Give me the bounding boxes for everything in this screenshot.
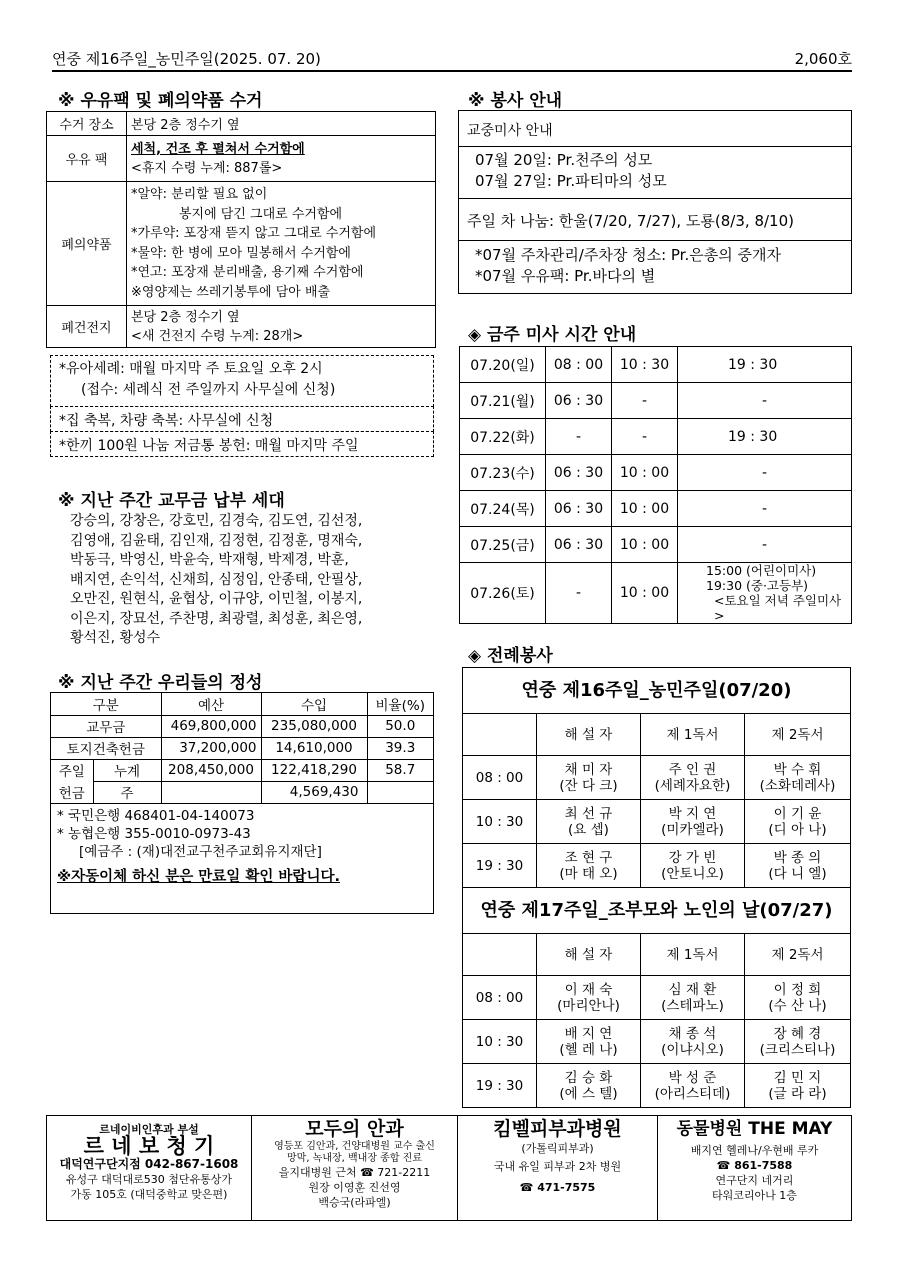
table-cell — [641, 844, 745, 888]
table-cell — [641, 1064, 745, 1108]
mass-head: 교중미사 안내 — [459, 111, 851, 147]
cell-text: - — [678, 455, 852, 491]
cell-text: 10 : 00 — [612, 455, 678, 491]
table-cell — [745, 976, 851, 1020]
table-cell — [463, 714, 537, 756]
cell-text: - — [612, 383, 678, 419]
donors-list — [70, 512, 362, 649]
offering-section-title: ※ 지난 주간 우리들의 정성 — [58, 673, 263, 693]
table-row — [51, 693, 433, 715]
row-label: 폐의약품 — [47, 182, 127, 306]
table-cell — [678, 563, 852, 624]
cell-text: 해 설 자 — [537, 934, 641, 976]
issue-number: 2,060호 — [794, 50, 852, 68]
table-row — [463, 1064, 851, 1108]
cell: 주 — [93, 781, 161, 803]
cell-text: 배 지 연 — [564, 1025, 613, 1042]
cell-text: (세례자요한) — [654, 777, 731, 794]
cell-text: 장 혜 경 — [773, 1025, 822, 1042]
cell-text: 최 선 규 — [564, 805, 613, 822]
table-cell — [745, 1064, 851, 1108]
car-sharing: 주일 차 나눔: 한울(7/20, 7/27), 도룡(8/3, 8/10) — [459, 199, 851, 241]
ads-footer — [46, 1115, 852, 1221]
ad-line: 유성구 대덕대로530 첨단유통상가 — [65, 1173, 233, 1186]
table-cell — [537, 844, 641, 888]
mass-line: 07월 20일: Pr.천주의 성모 — [475, 151, 653, 169]
ad-skin-clinic — [457, 1116, 657, 1220]
row-line: ※영양제는 쓰레기봉투에 담아 배출 — [131, 284, 331, 300]
ad-animal-hospital — [657, 1116, 851, 1220]
ad-line: 원장 이영훈 진선영 — [308, 1181, 401, 1194]
table-cell — [641, 800, 745, 844]
cell-text: - — [546, 563, 612, 624]
ad-line: 을지대병원 근처 ☎ 721-2211 — [278, 1166, 431, 1179]
table-row — [463, 976, 851, 1020]
cell: 14,610,000 — [261, 737, 367, 759]
table-cell — [537, 800, 641, 844]
table-row — [47, 306, 436, 348]
table-row — [463, 934, 851, 976]
cell-text: 07.21(월) — [460, 383, 546, 419]
cell-text: 이 기 윤 — [773, 805, 822, 822]
auto-transfer-note: ※자동이체 하신 분은 만료일 확인 바랍니다. — [57, 868, 340, 885]
cell-text: - — [678, 491, 852, 527]
cell-text: (안토니오) — [661, 865, 724, 882]
saturday-mass: 15:00 (어린이미사) — [706, 563, 817, 578]
table-row — [460, 383, 852, 419]
table-row — [47, 182, 436, 306]
cell-text: (미카엘라) — [661, 821, 724, 838]
table-cell — [641, 976, 745, 1020]
cell-text: 김 승 화 — [564, 1069, 613, 1086]
cell-text: 07.25(금) — [460, 527, 546, 563]
col-header: 구분 — [51, 693, 161, 715]
row-value: 본당 2층 정수기 옆 — [127, 112, 436, 136]
table-row — [463, 668, 851, 714]
table-cell — [745, 756, 851, 800]
ad-line: (가톨릭피부과) — [521, 1142, 594, 1155]
schedule-table — [459, 346, 852, 624]
table-row — [47, 112, 436, 136]
cell: 교무금 — [51, 715, 161, 737]
cell-text: 08 : 00 — [463, 976, 537, 1020]
col-header: 예산 — [161, 693, 261, 715]
cell-text: (이냐시오) — [661, 1041, 724, 1058]
ad-line: 가동 105호 (대덕중학교 맞은편) — [70, 1188, 228, 1201]
row-label: 폐건전지 — [47, 306, 127, 348]
ad-line: 백승국(라파엘) — [318, 1196, 391, 1209]
cell-text: 07.20(일) — [460, 347, 546, 383]
table-row — [463, 800, 851, 844]
service-line: *07월 주차관리/주차장 청소: Pr.은총의 중개자 — [475, 246, 781, 264]
cell-text: 07.23(수) — [460, 455, 546, 491]
cell-text: 07.22(화) — [460, 419, 546, 455]
cell-text: 10 : 30 — [463, 1020, 537, 1064]
ad-name: 킴벨피부과병원 — [493, 1118, 622, 1140]
donor-line: 박동극, 박영신, 박윤숙, 박재형, 박제경, 박훈, — [70, 552, 349, 568]
ad-line: 타워코리아나 1층 — [712, 1189, 797, 1202]
cell-text: 이 정 희 — [773, 981, 822, 998]
offering-box — [50, 692, 434, 914]
cell: 헌금 — [51, 781, 93, 803]
cell-text: 06 : 30 — [546, 491, 612, 527]
cell-text: 박 수 휘 — [773, 761, 822, 778]
cell-text: 조 현 구 — [564, 849, 613, 866]
cell: 235,080,000 — [261, 715, 367, 737]
table-row — [460, 419, 852, 455]
cell-text: 19 : 30 — [678, 347, 852, 383]
account-holder: [예금주 : (재)대전교구천주교회유지재단] — [79, 843, 322, 860]
cell: 4,569,430 — [261, 781, 367, 803]
ad-eye-clinic — [251, 1116, 457, 1220]
row-line: *연고: 포장재 분리배출, 용기째 수거함에 — [131, 265, 364, 280]
cell-text: (잔 다 크) — [559, 777, 618, 794]
row-label: 수거 장소 — [47, 112, 127, 136]
table-cell — [161, 781, 261, 803]
cell-text: 강 가 빈 — [668, 849, 717, 866]
service-box — [458, 110, 852, 294]
cell-text: 19 : 30 — [463, 1064, 537, 1108]
cell: 469,800,000 — [161, 715, 261, 737]
table-row — [51, 715, 433, 737]
ad-name: 르 네 보 청 기 — [83, 1134, 215, 1158]
table-cell — [127, 136, 436, 182]
cell-text: 박 성 준 — [668, 1069, 717, 1086]
table-cell — [641, 1020, 745, 1064]
cell-text: - — [678, 527, 852, 563]
cell-text: 07.26(토) — [460, 563, 546, 624]
donor-line: 황석진, 황성수 — [70, 630, 161, 646]
cell: 토지건축헌금 — [51, 737, 161, 759]
row-line: 세척, 건조 후 펼쳐서 수거함에 — [131, 141, 305, 157]
cell: 주일 — [51, 759, 93, 781]
cell-text: (스테파노) — [661, 997, 724, 1014]
table-row — [460, 563, 852, 624]
ad-line: 대덕연구단지점 042-867-1608 — [59, 1157, 239, 1171]
saturday-note: <토요일 저녁 주일미사> — [714, 593, 842, 623]
cell-text: 해 설 자 — [537, 714, 641, 756]
cell: 208,450,000 — [161, 759, 261, 781]
table-cell — [367, 781, 433, 803]
cell-text: (에 스 텔) — [559, 1085, 618, 1102]
cell-text: 10 : 30 — [612, 347, 678, 383]
blessing-notice: *집 축복, 차량 축복: 사무실에 신청 — [50, 406, 434, 432]
cell-text: 김 민 지 — [773, 1069, 822, 1086]
table-cell — [745, 1020, 851, 1064]
notice-line: (접수: 세례식 전 주일까지 사무실에 신청) — [81, 382, 336, 398]
table-row — [460, 347, 852, 383]
cell-text: (다 니 엘) — [768, 865, 827, 882]
table-row — [47, 136, 436, 182]
offering-table — [51, 693, 433, 804]
row-line: 봉지에 담긴 그대로 수거함에 — [179, 206, 343, 222]
row-line: *알약: 분리할 필요 없이 — [131, 187, 268, 202]
cell-text: 제 2독서 — [745, 714, 851, 756]
table-row — [51, 759, 433, 781]
saturday-mass: 19:30 (중·고등부) — [706, 578, 809, 593]
schedule-section-title: ◈ 금주 미사 시간 안내 — [468, 325, 637, 345]
col-header: 비율(%) — [367, 693, 433, 715]
table-cell — [745, 844, 851, 888]
row-line: *물약: 한 병에 모아 밀봉해서 수거함에 — [131, 245, 351, 261]
cell-text: 19 : 30 — [463, 844, 537, 888]
cell-text: (요 셉) — [568, 821, 609, 838]
row-line: 본당 2층 정수기 옆 — [131, 309, 240, 325]
cell-text: 10 : 00 — [612, 563, 678, 624]
ad-line: 망막, 녹내장, 백내장 종합 진료 — [287, 1153, 422, 1164]
cell-text: 08 : 00 — [463, 756, 537, 800]
cell-text: - — [678, 383, 852, 419]
cell-text: 06 : 30 — [546, 527, 612, 563]
cell: 39.3 — [367, 737, 433, 759]
notice-line: *유아세례: 매월 마지막 주 토요일 오후 2시 — [59, 361, 323, 377]
cell-text: 19 : 30 — [678, 419, 852, 455]
cell: 누계 — [93, 759, 161, 781]
cell-text: - — [546, 419, 612, 455]
ad-line: 배지연 헬레나/우현배 루카 — [690, 1144, 819, 1157]
cell-text: 채 종 석 — [668, 1025, 717, 1042]
cell-text: 심 재 환 — [668, 981, 717, 998]
ad-subtitle: 르네이비인후과 부설 — [99, 1123, 199, 1136]
cell-text: 10 : 30 — [463, 800, 537, 844]
row-line: <휴지 수령 누계: 887롤> — [131, 160, 283, 176]
table-cell — [127, 182, 436, 306]
bank-account: * 농협은행 355-0010-0973-43 — [57, 825, 251, 842]
cell-text: (아리스티데) — [654, 1085, 731, 1102]
table-cell — [537, 976, 641, 1020]
row-line: *가루약: 포장재 뜯지 않고 그대로 수거함에 — [131, 226, 377, 241]
cell-text: 박 종 의 — [773, 849, 822, 866]
table-cell — [463, 934, 537, 976]
cell-text: (헬 레 나) — [559, 1041, 618, 1058]
row-line: <새 건전지 수령 누계: 28개> — [131, 328, 304, 344]
donor-line: 강승의, 강창은, 강호민, 김경숙, 김도연, 김선정, — [70, 513, 363, 529]
cell-text: (디 아 나) — [768, 821, 827, 838]
cell-text: 10 : 00 — [612, 491, 678, 527]
table-row — [463, 888, 851, 934]
cell-text: 06 : 30 — [546, 383, 612, 419]
ad-line: ☎ 471-7575 — [519, 1181, 596, 1194]
donor-line: 오만진, 원현식, 윤협상, 이규양, 이민철, 이봉지, — [70, 591, 363, 607]
table-row — [51, 737, 433, 759]
col-header: 수입 — [261, 693, 367, 715]
cell-text: 제 2독서 — [745, 934, 851, 976]
table-row — [460, 455, 852, 491]
ad-name: 모두의 안과 — [305, 1118, 404, 1140]
ad-line: 국내 유일 피부과 2차 병원 — [493, 1160, 622, 1173]
cell-text: 06 : 30 — [546, 455, 612, 491]
cell-text: (글 라 라) — [768, 1085, 827, 1102]
cell-text: 이 재 숙 — [564, 981, 613, 998]
donor-line: 이은지, 장묘선, 주찬명, 최광렬, 최성훈, 최은영, — [70, 610, 363, 627]
table-row — [460, 527, 852, 563]
table-row — [51, 781, 433, 803]
table-cell — [537, 1064, 641, 1108]
cell-text: (마리안나) — [557, 997, 620, 1014]
ad-name: 동물병원 THE MAY — [676, 1119, 833, 1139]
milk-section-title: ※ 우유팩 및 폐의약품 수거 — [58, 91, 263, 111]
cell-text: (수 산 나) — [768, 997, 827, 1014]
table-cell — [641, 756, 745, 800]
cell-text: 제 1독서 — [641, 934, 745, 976]
cell: 58.7 — [367, 759, 433, 781]
donor-line: 배지연, 손익석, 신채희, 심정임, 안종태, 안필상, — [70, 571, 363, 588]
baptism-notice — [50, 355, 434, 407]
service-line: *07월 우유팩: Pr.바다의 별 — [475, 267, 656, 285]
table-row — [463, 756, 851, 800]
cell-text: 10 : 00 — [612, 527, 678, 563]
cell-text: 박 지 연 — [668, 805, 717, 822]
cell-text: (마 태 오) — [559, 865, 618, 882]
cell-text: 채 미 자 — [564, 761, 613, 778]
table-cell — [745, 800, 851, 844]
ad-line: 연구단지 네거리 — [715, 1174, 794, 1187]
cell-text: - — [612, 419, 678, 455]
table-row — [463, 714, 851, 756]
donor-line: 김영애, 김윤태, 김인재, 김정현, 김정훈, 명재숙, — [70, 532, 363, 549]
cell-text: 제 1독서 — [641, 714, 745, 756]
table-cell — [537, 1020, 641, 1064]
cell-text: (크리스티나) — [759, 1041, 836, 1058]
bank-account: * 국민은행 468401-04-140073 — [57, 807, 255, 824]
savings-notice: *한끼 100원 나눔 저금통 봉헌: 매월 마지막 주일 — [50, 431, 434, 457]
week-head: 연중 제17주일_조부모와 노인의 날(07/27) — [463, 888, 851, 934]
service-section-title: ※ 봉사 안내 — [468, 91, 563, 111]
cell-text: (소화데레사) — [759, 777, 836, 794]
donors-section-title: ※ 지난 주간 교무금 납부 세대 — [58, 491, 285, 511]
issue-title: 연중 제16주일_농민주일(2025. 07. 20) — [52, 50, 321, 68]
cell-text: 08 : 00 — [546, 347, 612, 383]
ad-line: ☎ 861-7588 — [716, 1159, 793, 1172]
liturgy-section-title: ◈ 전례봉사 — [468, 646, 553, 666]
table-cell — [537, 756, 641, 800]
cell-text: 07.24(목) — [460, 491, 546, 527]
cell: 122,418,290 — [261, 759, 367, 781]
cell-text: 주 인 권 — [668, 761, 717, 778]
cell: 37,200,000 — [161, 737, 261, 759]
row-label: 우유 팩 — [47, 136, 127, 182]
table-row — [463, 844, 851, 888]
table-row — [460, 491, 852, 527]
milk-table — [46, 111, 436, 348]
mass-line: 07월 27일: Pr.파티마의 성모 — [475, 172, 667, 190]
ad-hearing-aid — [47, 1116, 251, 1220]
page-header — [52, 44, 852, 72]
ad-line: 영등포 김안과, 건양대병원 교수 출신 — [274, 1141, 435, 1152]
week-head: 연중 제16주일_농민주일(07/20) — [463, 668, 851, 714]
table-row — [463, 1020, 851, 1064]
table-cell — [127, 306, 436, 348]
cell: 50.0 — [367, 715, 433, 737]
liturgy-table — [462, 667, 851, 1108]
